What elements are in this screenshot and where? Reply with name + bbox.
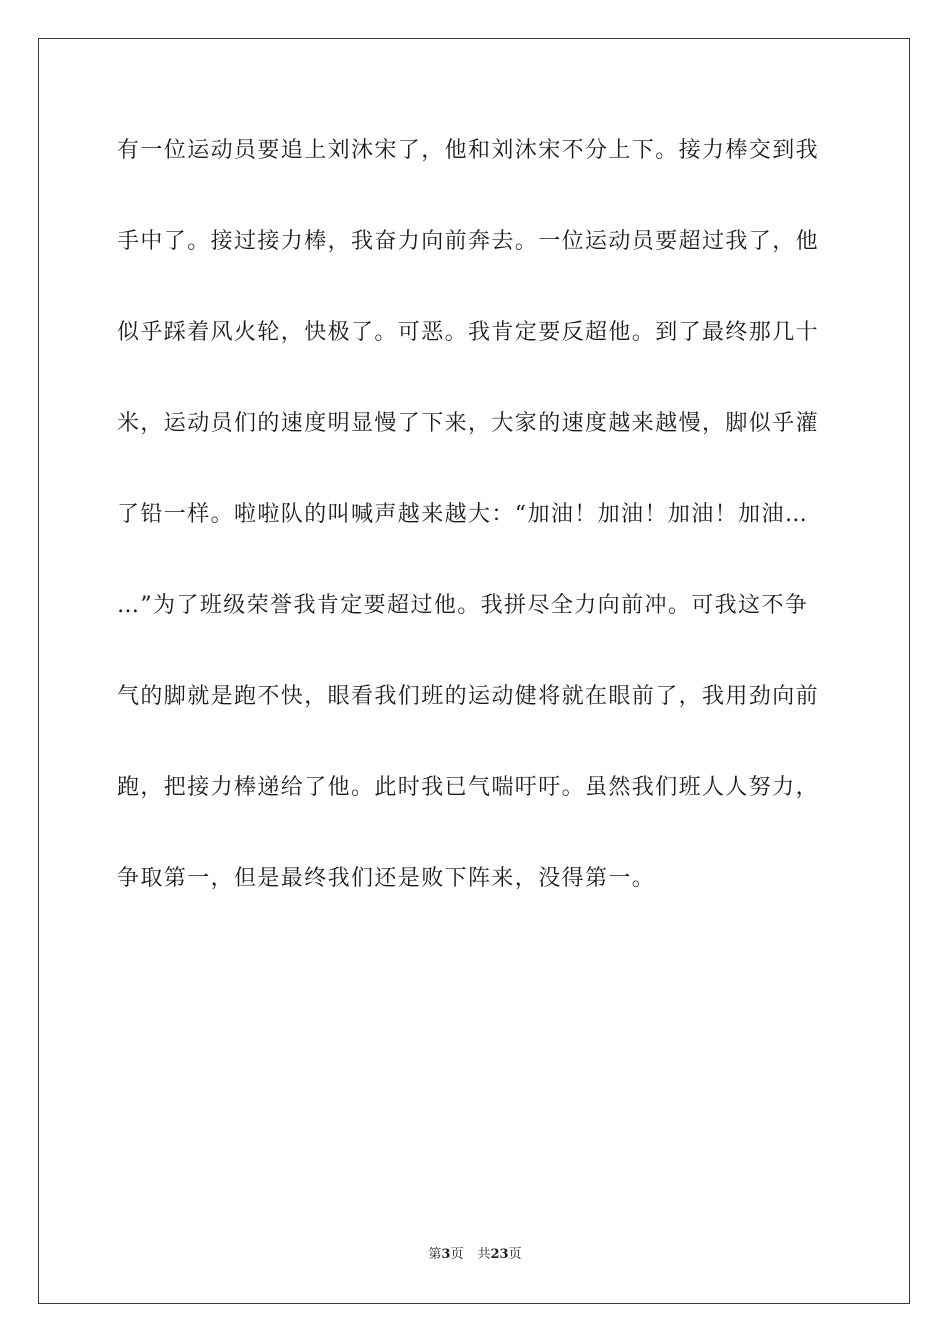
text-line-1: 有一位运动员要追上刘沐宋了，他和刘沐宋不分上下。接力棒交到我 xyxy=(117,138,820,163)
total-prefix: 共 xyxy=(477,1247,491,1262)
text-line-4: 米，运动员们的速度明显慢了下来，大家的速度越来越慢，脚似乎灌 xyxy=(117,411,820,436)
total-suffix: 页 xyxy=(508,1247,522,1262)
page-number: 3 xyxy=(441,1247,451,1262)
page-footer xyxy=(0,1246,950,1264)
page-prefix: 第 xyxy=(428,1247,442,1262)
text-line-9: 争取第一，但是最终我们还是败下阵来，没得第一。 xyxy=(117,866,656,891)
text-line-2: 手中了。接过接力棒，我奋力向前奔去。一位运动员要超过我了，他 xyxy=(117,229,820,254)
text-line-6: …”为了班级荣誉我肯定要超过他。我拼尽全力向前冲。可我这不争 xyxy=(117,593,809,618)
total-pages: 23 xyxy=(490,1247,509,1262)
text-line-5: 了铅一样。啦啦队的叫喊声越来越大：“加油！加油！加油！加油… xyxy=(117,502,809,527)
page-suffix: 页 xyxy=(450,1247,464,1262)
document-body xyxy=(117,128,837,947)
text-line-3: 似乎踩着风火轮，快极了。可恶。我肯定要反超他。到了最终那几十 xyxy=(117,320,820,345)
text-line-7: 气的脚就是跑不快，眼看我们班的运动健将就在眼前了，我用劲向前 xyxy=(117,684,820,709)
text-line-8: 跑，把接力棒递给了他。此时我已气喘吁吁。虽然我们班人人努力， xyxy=(117,775,820,800)
